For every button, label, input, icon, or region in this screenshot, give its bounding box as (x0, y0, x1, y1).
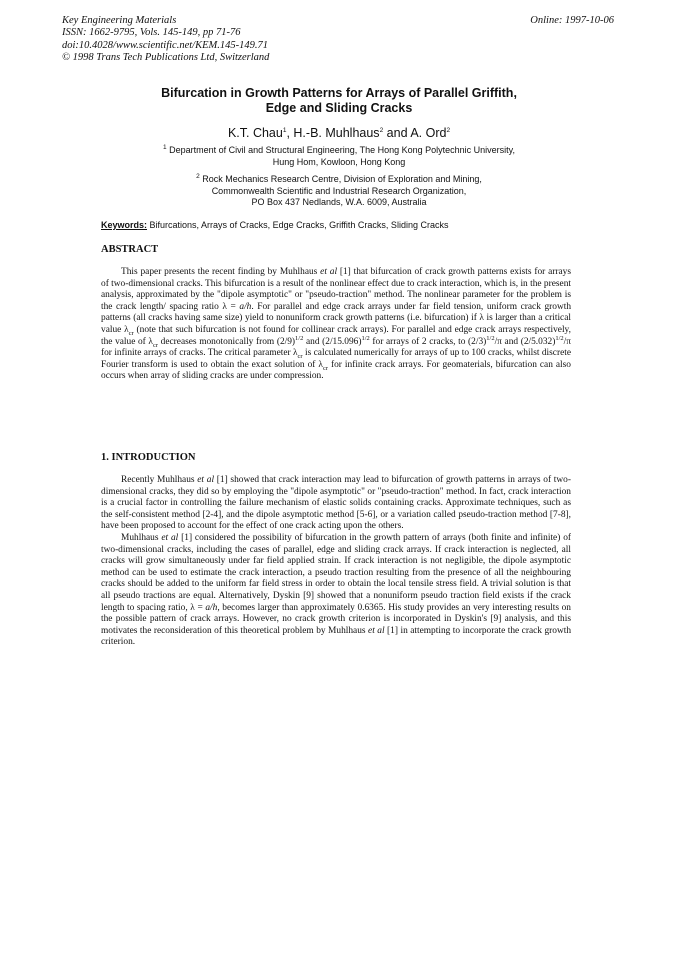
title-line-2: Edge and Sliding Cracks (265, 101, 413, 115)
affiliation-line: PO Box 437 Nedlands, W.A. 6009, Australia (251, 197, 427, 208)
abstract-heading: ABSTRACT (101, 244, 159, 255)
online-date: Online: 1997-10-06 (530, 15, 614, 26)
author-affiliation-mark: 1 (282, 126, 287, 134)
affiliation-line: Commonwealth Scientific and Industrial Research Organization, (211, 185, 467, 196)
keywords-list: Bifurcations, Arrays of Cracks, Edge Cracks, Griffith Cracks, Sliding Cracks (149, 220, 449, 230)
journal-name: Key Engineering Materials (62, 15, 177, 26)
affiliation-mark: 2 (196, 173, 200, 180)
author-name: H.-B. Muhlhaus (293, 126, 380, 140)
journal-header (62, 15, 269, 65)
copyright-line: © 1998 Trans Tech Publications Ltd, Switzerland (62, 52, 270, 64)
affiliation (0, 174, 678, 209)
introduction-paragraph: Recently Muhlhaus et al [1] showed that crack interaction may lead to bifurcation of growth patterns in arrays of two-dimensional cracks, they did so by employing the "dipole asymptotic" or "pseudo-traction" method. In fact, crack interaction is a crucial factor in controlling the failure mechanism of elastic solids containing cracks. Approximate techniques, such as the self-consistent method [2-4], and the dipole asymptotic method [5-6], or a variation called pseudo-traction method [7-8], have been proposed to account for the effect of one crack acting upon the others. (101, 475, 571, 532)
author-separator: , (286, 126, 294, 140)
abstract-body (101, 267, 571, 383)
abstract-paragraph: This paper presents the recent finding by Muhlhaus et al [1] that bifurcation of crack growth patterns exists for arrays of two-dimensional cracks. This bifurcation is a result of the nonlinear effect due to crack interaction, which is, in the present analysis, approximated by the "dipole asymptotic" or "pseudo-traction" method. The nonlinear parameter for the problem is the crack length/ spacing ratio λ = a/h. For parallel and edge crack arrays under far field tension, uniform crack growth patterns (all cracks having same size) yield to nonuniform crack growth patterns (i.e. bifurcation) if λ is larger than a critical value $\lambda_{cr}$ (note that such bifurcation is not found for collinear crack arrays). For parallel and edge crack arrays respectively, the value of $\lambda_{cr}$ decreases monotonically from $(2/9)^{1/2}$ and $(2/15.096)^{1/2}$ for arrays of 2 cracks, to $(2/3)^{1/2}/\pi$ and $(2/5.032)^{1/2}/\pi$ for infinite arrays of cracks. The critical parameter $\lambda_{cr}$ is calculated numerically for arrays of up to 100 cracks, whilst discrete Fourier transform is used to obtain the exact solution of $\lambda_{cr}$ for infinite crack arrays. For geomaterials, bifurcation can also occurs when array of sliding cracks are under compression. (101, 267, 572, 382)
author-name: A. Ord (410, 126, 447, 140)
introduction-heading: 1. INTRODUCTION (101, 452, 196, 463)
doi-line: doi:10.4028/www.scientific.net/KEM.145-149.71 (62, 39, 268, 51)
affiliation-text: Department of Civil and Structural Engineering, The Hong Kong Polytechnic University, (169, 145, 515, 155)
affiliation-line: Hung Hom, Kowloon, Hong Kong (272, 156, 406, 167)
keywords-label: Keywords: (101, 220, 148, 230)
affiliation-line (0, 174, 678, 186)
affiliation-line (0, 145, 678, 157)
author-name: K.T. Chau (227, 126, 283, 140)
affiliation-text: Rock Mechanics Research Centre, Division of Exploration and Mining, (202, 174, 482, 184)
title-line-1: Bifurcation in Growth Patterns for Arrays of Parallel Griffith, (161, 86, 517, 100)
affiliation-mark: 1 (163, 144, 167, 151)
keywords (101, 220, 448, 230)
paper-title (0, 86, 678, 116)
introduction-paragraph: Muhlhaus et al [1] considered the possibility of bifurcation in the growth pattern of arrays (both finite and infinite) of two-dimensional cracks, including the cases of parallel, edge and sliding crack arrays. If crack interaction is neglected, all cracks will grow simultaneously under far field applied strain. If crack interaction is not negligible, the dipole asymptotic method can be used to estimate the crack interaction, a pseudo traction resulting from the presence of all the neighbouring cracks should be added to the uniform far field stress in order to obtain the local tensile stress field. A trivial solution is that all pseudo tractions are equal. Alternatively, Dyskin [9] showed that a nonuniform pseudo traction field exists if the crack length to spacing ratio, λ = a/h, becomes larger than approximately 0.6365. His study provides an very interesting results on the possible pattern of crack arrays. However, no crack growth criterion is incorporated in Dyskin's [9] analysis, and this motivates the reconsideration of this theoretical problem by Muhlhaus et al [1] in attempting to incorporate the crack growth criterion. (101, 532, 572, 648)
author-affiliation-mark: 2 (379, 126, 384, 134)
author-affiliation-mark: 2 (446, 126, 451, 134)
introduction-body (101, 475, 571, 649)
issn-line: ISSN: 1662-9795, Vols. 145-149, pp 71-76 (62, 27, 241, 39)
author-list (0, 126, 678, 140)
author-separator: and (383, 126, 411, 140)
affiliation (0, 145, 678, 168)
